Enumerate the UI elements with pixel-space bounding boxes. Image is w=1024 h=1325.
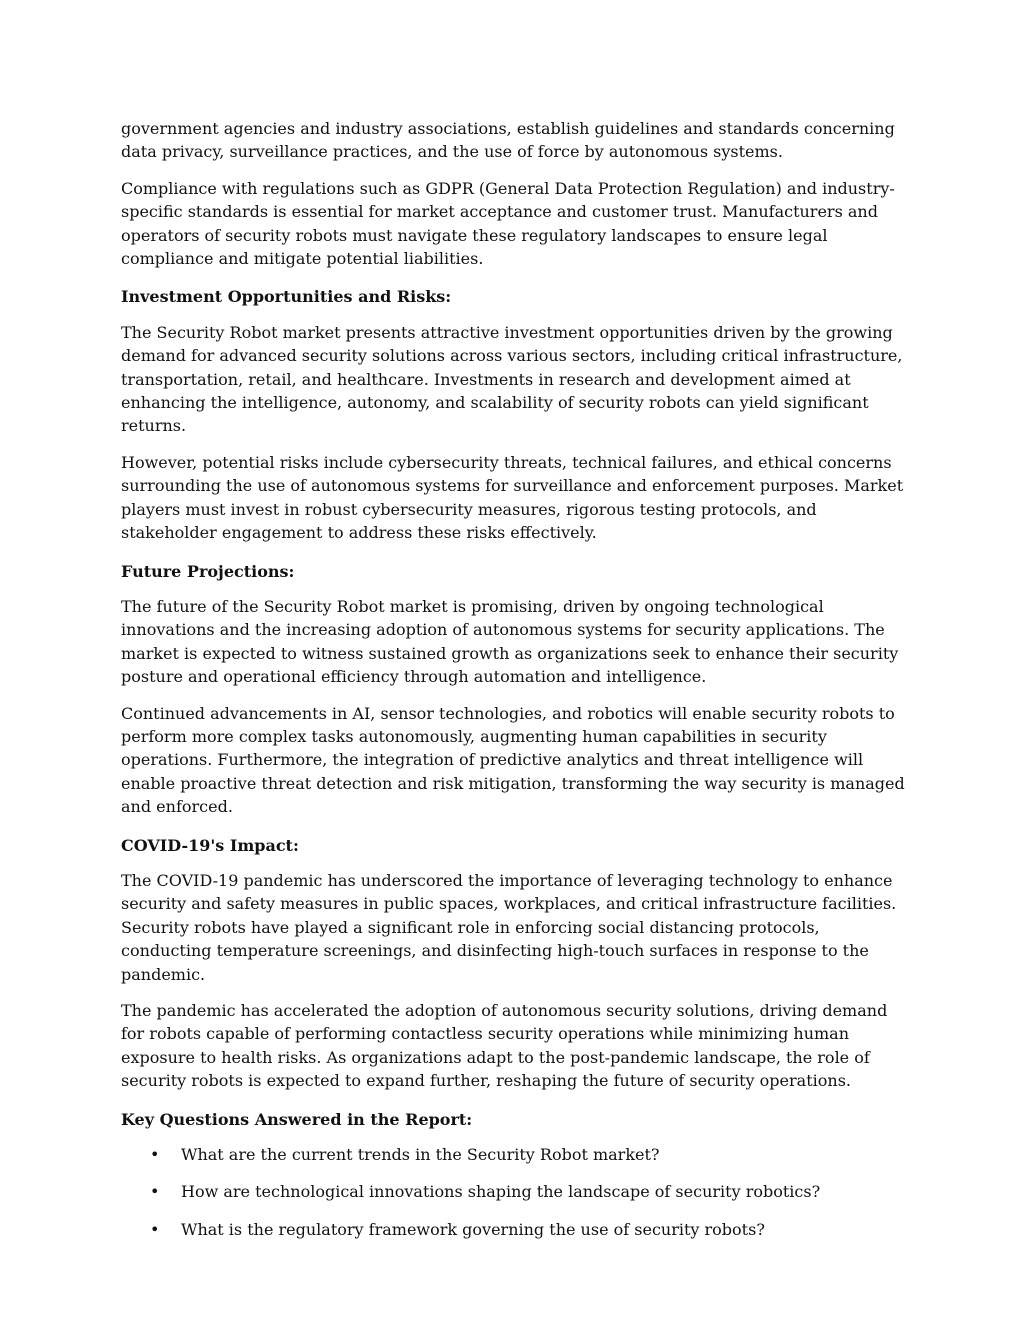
paragraph-regulation-continued: government agencies and industry associations, establish guidelines and standards concerning data privacy, surveillance practices, and the use of force by autonomous systems. bbox=[121, 119, 895, 162]
list-item bbox=[121, 1180, 906, 1203]
paragraph-investment-risks: However, potential risks include cybersecurity threats, technical failures, and ethical concerns surrounding the use of autonomous systems for surveillance and enforcement purposes. Market players must invest in robust cybersecurity measures, rigorous testing protocols, and stakeholder engagement to address these risks effectively. bbox=[121, 452, 904, 543]
heading-future: Future Projections: bbox=[121, 561, 295, 581]
heading-key-questions: Key Questions Answered in the Report: bbox=[121, 1109, 473, 1129]
list-item bbox=[121, 1143, 906, 1166]
paragraph-future-outlook: The future of the Security Robot market is promising, driven by ongoing technological innovations and the increasing adoption of autonomous systems for security applications. The market is expected to witness sustained growth as organizations seek to enhance their security posture and operational efficiency through automation and intelligence. bbox=[121, 596, 899, 687]
list-item-text: How are technological innovations shaping the landscape of security robotics? bbox=[181, 1182, 821, 1202]
key-questions-list bbox=[121, 1143, 906, 1241]
list-item-text: What is the regulatory framework governing the use of security robots? bbox=[181, 1219, 765, 1239]
bullet-icon: • bbox=[150, 1182, 160, 1202]
list-item bbox=[121, 1218, 906, 1241]
bullet-icon: • bbox=[150, 1145, 160, 1165]
paragraph-future-advancements: Continued advancements in AI, sensor technologies, and robotics will enable security robots to perform more complex tasks autonomously, augmenting human capabilities in security operations. Furthermore, the integration of predictive analytics and threat intelligence will enable proactive threat detection and risk mitigation, transforming the way security is managed and enforced. bbox=[121, 703, 905, 817]
paragraph-covid-role: The COVID-19 pandemic has underscored the importance of leveraging technology to enhance security and safety measures in public spaces, workplaces, and critical infrastructure facilities. Security robots have played a significant role in enforcing social distancing protocols, conducting temperature screenings, and disinfecting high-touch surfaces in response to the pandemic. bbox=[121, 870, 897, 984]
bullet-icon: • bbox=[150, 1219, 160, 1239]
paragraph-investment-opportunities: The Security Robot market presents attractive investment opportunities driven by the growing demand for advanced security solutions across various sectors, including critical infrastructure, transportation, retail, and healthcare. Investments in research and development aimed at enhancing the intelligence, autonomy, and scalability of security robots can yield significant returns. bbox=[121, 322, 903, 436]
heading-investment: Investment Opportunities and Risks: bbox=[121, 287, 452, 307]
paragraph-compliance: Compliance with regulations such as GDPR (General Data Protection Regulation) and industry-specific standards is essential for market acceptance and customer trust. Manufacturers and operators of security robots must navigate these regulatory landscapes to ensure legal compliance and mitigate potential liabilities. bbox=[121, 178, 895, 269]
paragraph-covid-acceleration: The pandemic has accelerated the adoption of autonomous security solutions, driving demand for robots capable of performing contactless security operations while minimizing human exposure to health risks. As organizations adapt to the post-pandemic landscape, the role of security robots is expected to expand further, reshaping the future of security operations. bbox=[121, 1001, 888, 1091]
list-item-text: What are the current trends in the Security Robot market? bbox=[181, 1145, 660, 1165]
heading-covid: COVID-19's Impact: bbox=[121, 835, 299, 855]
document-page bbox=[121, 117, 906, 1255]
